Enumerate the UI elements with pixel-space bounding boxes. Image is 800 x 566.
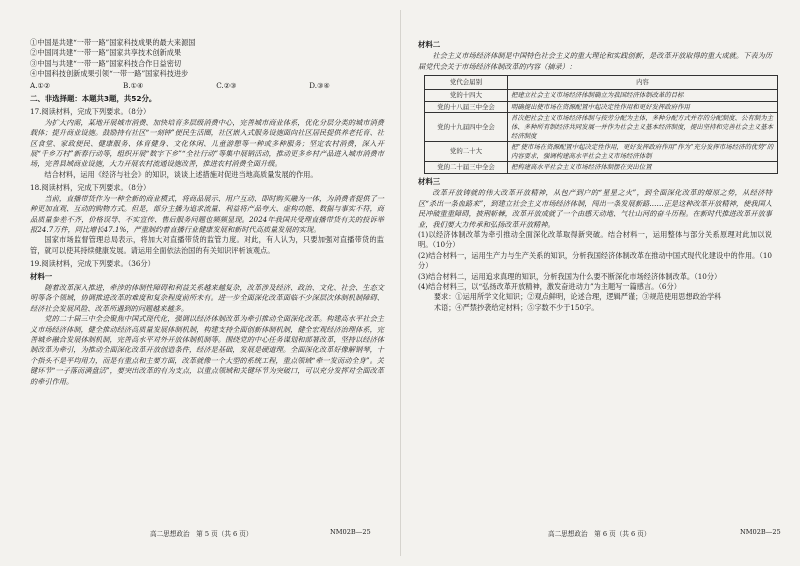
material-2-label: 材料二 [418,40,441,49]
footer-page-5: 高二思想政治 第 5 页（共 6 页） [150,530,253,538]
task-4-requirements: 要求：①运用所学文化知识；②观点鲜明，论述合理，逻辑严谨；③规范使用思想政治学科 [433,292,722,302]
material-2-para: 社会主义市场经济体制是中国特色社会主义的重大理论和实践创新，是改革开放取得的重大成就。下表为历届党代会关于市场经济体制改革的内容（摘录）： [418,51,772,71]
material-1-label: 材料一 [30,271,53,281]
option-2: ②中国同共建“一带一路”国家共享技术创新成果 [30,48,182,58]
material-1-para-1: 随着改革深入推进，牵涉的体制性障碍和利益关系越来越复杂，改革涉及经济、政治、文化、社会、生态文明等各个领域，协调推进改革的难度和复杂程度前所未有。进一步全面深化改革面临不少深层次体制机制障碍、经济社会发展风险、改革所遇到的问题越来越多。 [30,282,384,313]
table-row [425,162,778,174]
footer-code-right: NM02B—25 [740,528,781,536]
task-4: (4)结合材料三，以“弘扬改革开放精神，激发奋进动力”为主题写一篇感言。（6分） [418,282,681,292]
material-1-para-2: 党的二十届三中全会聚焦中国式现代化，强调以经济体制改革为牵引推动全面深化改革。构建高水平社会主义市场经济体制，健全推动经济高质量发展体制机制，构建支持全面创新体制机制，健全宏观经济治理体系，完善城乡融合发展体制机制，完善高水平对外开放体制机制等。围绕党的中心任务谋划和部署改革，坚持以经济体制改革为牵引，为推动全面深化改革开放创造条件，经济是基础，发展是硬道理。全面深化改革好像解钢琴，十个指头不是平均用力，而是有重点和主要方面，改革就像一个大型的系统工程，重点领域“牵一发而动全身”。关键环节“一子落而满盘活”，要突出改革的有为支点，以重点领域和关键环节为突破口，可以充分发挥对全面改革的牵引作用。 [30,314,384,386]
task-1: (1)以经济体制改革为牵引推动全面深化改革取得新突破。结合材料一，运用整体与部分关系原理对此加以说明。（10分） [418,230,772,250]
table-cell-content: 明确提出使市场在资源配置中起决定性作用和更好发挥政府作用 [508,101,778,113]
table-cell-session: 党的十四大 [425,90,508,102]
q18-material: 当前，直播带货作为一种全新的商业模式，将商品展示、用户互动、即时购买融为一体，为消费者提供了一种更加直观、互动的购物方式。但是，部分主播为追求流量、利益将产品夸大、虚构功能、数据与事实不符，商品质量参差不齐，价格误导、不实宣传、售后服务问题也频频显现。2024年我国共受理直播带货有关的投诉举报24.7万件，同比增长47.1%，严重制约着直播行业健康发展和新时代高质量发展的实现。 [30,193,384,234]
table-cell-session: 党的十八届三中全会 [425,101,508,113]
table-cell-session: 党的十九届四中全会 [425,113,508,142]
footer-code-left: NM02B—25 [330,528,371,536]
task-3: (3)结合材料二，运用追求真理的知识，分析我国为什么要不断深化市场经济体制改革。（10分） [418,271,722,281]
choice-c: C.②③ [216,80,237,90]
table-row [425,142,778,162]
table-row [425,90,778,102]
table-cell-content: 首次把社会主义市场经济体制与按劳分配为主体，多种分配方式并存的分配制度、公有制为主体、多种所有制经济共同发展一并作为社会主义基本经济制度，提出坚持和完善社会主义基本经济制度 [508,113,778,142]
table-header-content: 内容 [508,76,778,90]
task-2: (2)结合材料一，运用生产力与生产关系的知识，分析我国经济体制改革在推动中国式现代化建设中的作用。（10分） [418,250,772,271]
right-page [400,0,800,566]
option-1: ①中国是共建“一带一路”国家科技成果的最大来源国 [30,38,196,47]
q18-head: 18.阅读材料，完成下列要求。（8分） [30,183,151,193]
table-header-session: 党代会届别 [425,76,508,90]
material-3-label: 材料三 [418,176,441,186]
table-cell-content: 把建立社会主义市场经济体制确立为我国经济体制改革的目标 [508,90,778,102]
q17-head: 17.阅读材料，完成下列要求。（8分） [30,107,151,117]
section-title: 二、非选择题：本题共3题，共52分。 [30,94,157,104]
answer-choices [30,81,330,91]
task-4-requirements-cont: 术语；④严禁抄袭给定材料；⑤字数不少于150字。 [433,302,599,312]
q18-task: 国家市场监督管理总局表示，将加大对直播带货的监管力度。对此，有人认为，只要加强对直播带货的监管，就可以使其持续健康发展。请运用全面依法治国的有关知识评析该观点。 [30,235,384,255]
table-cell-content: 把构建高水平社会主义市场经济体制摆在突出位置 [508,162,778,174]
table-cell-content: 把“使市场在资源配置中起决定性作用，更好发挥政府作用”作为“充分发挥市场经济的优势”的内容要求，强调构建高水平社会主义市场经济体制 [508,142,778,162]
table-row [425,101,778,113]
choice-b: B.①④ [123,80,144,90]
q19-head: 19.阅读材料，完成下列要求。（36分） [30,259,155,269]
choice-a: A.①② [30,80,51,90]
q17-material: 为扩大内需，某地开展城市消费、加快培育多层级消费中心，完善城市商业体系，优化分层分类的城市消费载体；提升商业设施。鼓励持有社区“一刻钟”便民生活圈，社区嵌入式服务设施面向社区居民提供养老托育、社区食堂、家政便民、健康服务、体育健身、文化休闲、儿童游憩等一种或多种服务；坚定农村消费，深入开展“千乡万村”新春行动等，组织开展“数字下乡”“全社行动”等集中展销活动，推动更多乡村产品进入城市消费市场，完善县域商业设施，大力开展农村流通设施改善，推进农村消费全面升级。 [30,117,384,169]
choice-d: D.③④ [309,80,330,90]
table-cell-session: 党的二十大 [425,142,508,162]
footer-page-6: 高二思想政治 第 6 页（共 6 页） [548,530,651,538]
reform-table [424,75,778,174]
material-3-para: 改革开放铸就的伟大改革开放精神，从包产到户的“星星之火”，到全面深化改革的燎原之势，从经济特区“杀出一条血路来”，到建立社会主义市场经济体制，闯出一条发展新路……正是这种改革开放精神，使我国人民冲破重重障碍，披荆斩棘，改革开放成就了一个由感天动地、气壮山河的奋斗历程。在新时代推进改革开放事业，我们要大力传承和弘扬改革开放精神。 [418,188,772,229]
table-row [425,113,778,142]
table-cell-session: 党的二十届三中全会 [425,162,508,174]
table-header-row [425,76,778,90]
option-3: ③中国与共建“一带一路”国家科技合作日益密切 [30,58,182,68]
option-4: ④中国科技创新成果引领“一带一路”国家科技进步 [30,69,189,79]
q17-task: 结合材料，运用《经济与社会》的知识，谈谈上述措施对促进当地高质量发展的作用。 [44,169,318,179]
